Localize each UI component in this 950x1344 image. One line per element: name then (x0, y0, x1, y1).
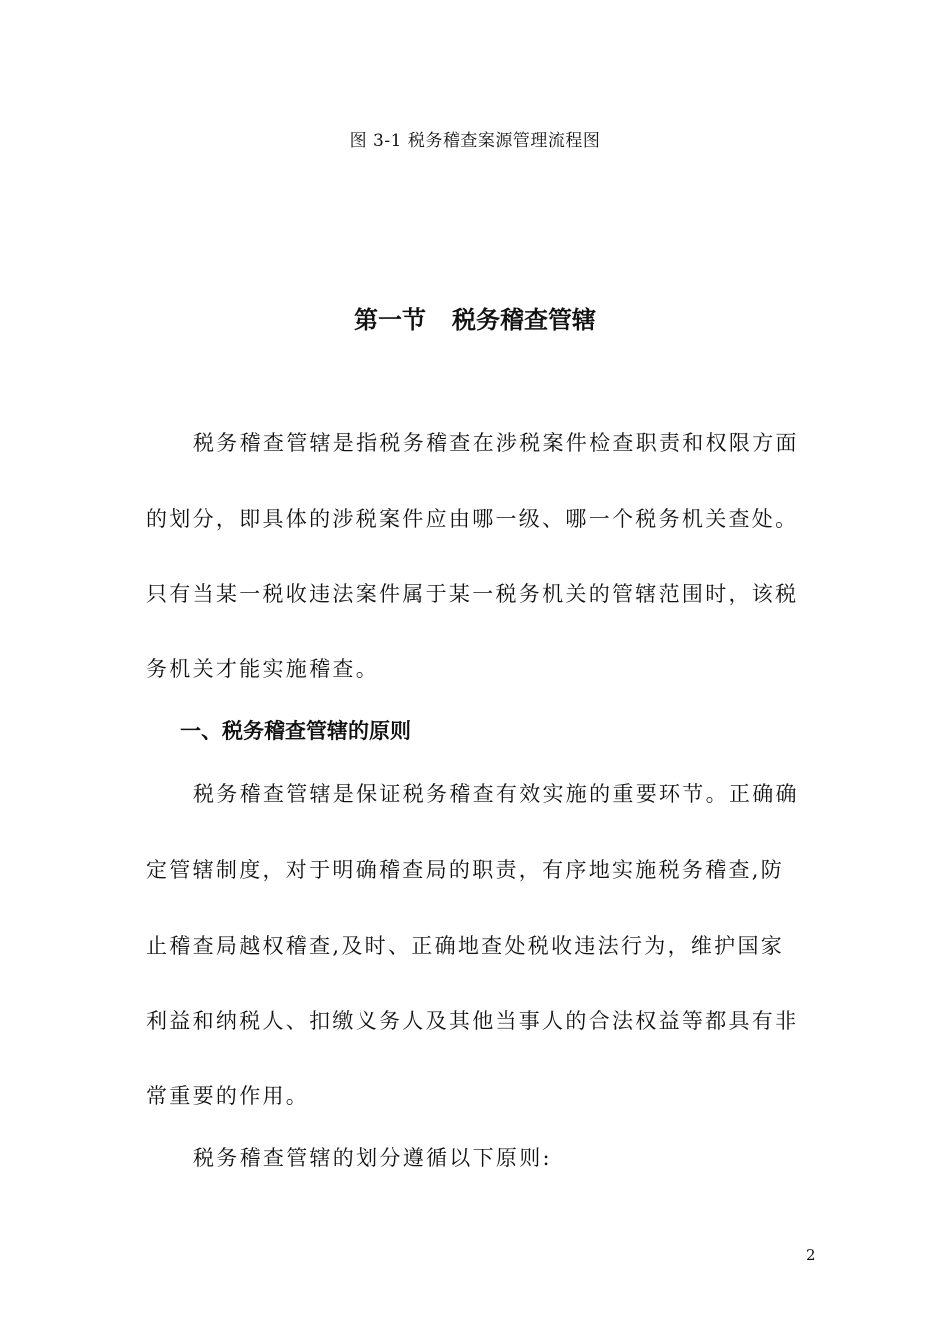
paragraph-line: 定管辖制度，对于明确稽查局的职责，有序地实施税务稽查,防 (146, 858, 785, 882)
subheading: 一、税务稽查管辖的原则 (180, 719, 411, 743)
paragraph-line: 利益和纳税人、扣缴义务人及其他当事人的合法权益等都具有非 (146, 1009, 799, 1033)
paragraph-line: 务机关才能实施稽查。 (146, 657, 379, 681)
section-name: 税务稽查管辖 (452, 306, 596, 334)
section-number: 第一节 (354, 306, 426, 334)
paragraph-line: 只有当某一税收违法案件属于某一税务机关的管辖范围时，该税 (146, 582, 799, 606)
section-title (0, 300, 950, 335)
paragraph-line: 止稽查局越权稽查,及时、正确地查处税收违法行为，维护国家 (146, 934, 785, 958)
paragraph-line: 的划分，即具体的涉税案件应由哪一级、哪一个税务机关查处。 (146, 507, 799, 531)
paragraph-line: 税务稽查管辖是指税务稽查在涉税案件检查职责和权限方面 (193, 431, 799, 455)
paragraph-line: 税务稽查管辖的划分遵循以下原则: (193, 1146, 552, 1170)
paragraph-line: 常重要的作用。 (146, 1084, 310, 1108)
paragraph-line: 税务稽查管辖是保证税务稽查有效实施的重要环节。正确确 (193, 782, 799, 806)
figure-caption: 图 3-1 税务稽查案源管理流程图 (349, 131, 601, 151)
page-number: 2 (806, 1246, 816, 1264)
